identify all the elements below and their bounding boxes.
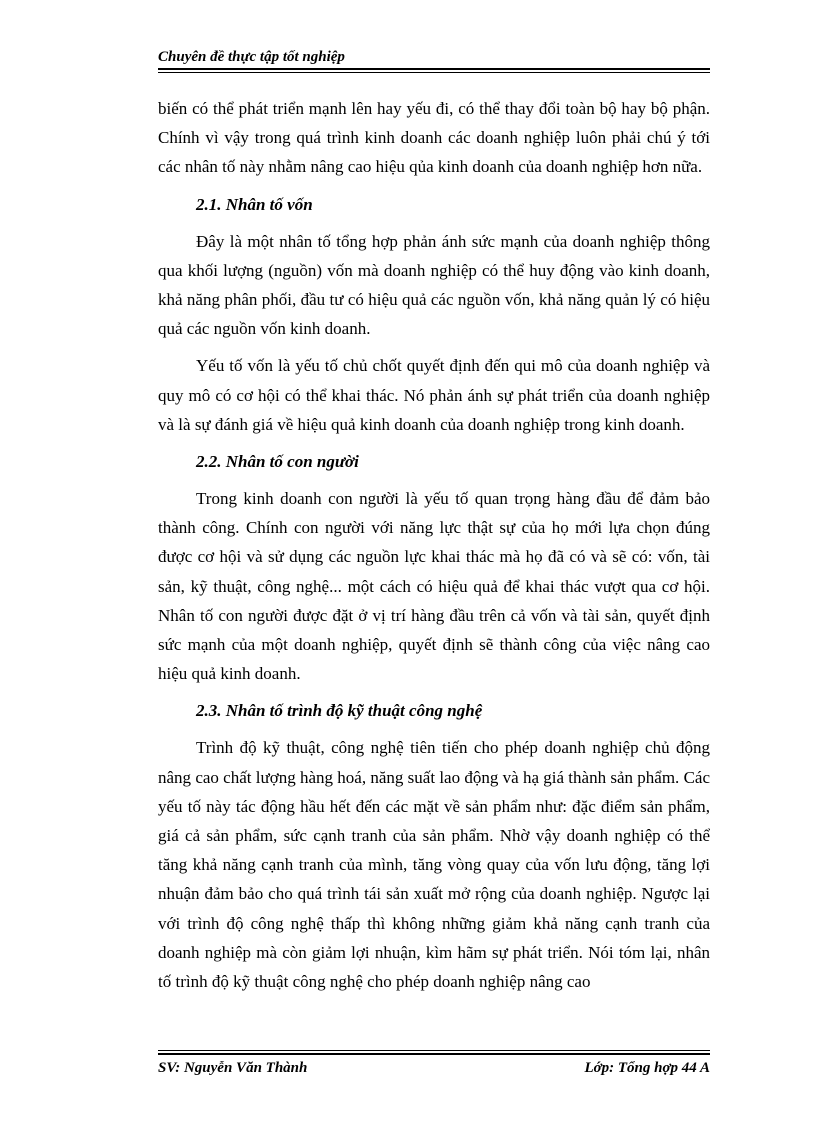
footer-class: Lớp: Tổng hợp 44 A bbox=[584, 1060, 710, 1076]
technology-paragraph: Trình độ kỹ thuật, công nghệ tiên tiến cho phép doanh nghiệp chủ động nâng cao chất lượng hàng hoá, năng suất lao động và hạ giá thành sản phẩm. Các yếu tố này tác động hầu hết đến các mặt về sản phẩm như: đặc điểm sản phẩm, giá cả sản phẩm, sức cạnh tranh của sản phẩm. Nhờ vậy doanh nghiệp có thể tăng khả năng cạnh tranh của mình, tăng vòng quay của vốn lưu động, tăng lợi nhuận đảm bảo cho quá trình tái sản xuất mở rộng của doanh nghiệp. Ngược lại với trình độ công nghệ thấp thì không những giảm khả năng cạnh tranh của doanh nghiệp mà còn giảm lợi nhuận, kìm hãm sự phát triển. Nói tóm lại, nhân tố trình độ kỹ thuật công nghệ cho phép doanh nghiệp nâng cao bbox=[158, 738, 710, 992]
section-heading-technology: 2.3. Nhân tố trình độ kỹ thuật công nghệ bbox=[196, 701, 483, 721]
section-heading-people: 2.2. Nhân tố con người bbox=[196, 452, 359, 472]
footer-student: SV: Nguyễn Văn Thành bbox=[158, 1060, 308, 1076]
page-header bbox=[158, 48, 710, 73]
continuation-paragraph: biến có thể phát triển mạnh lên hay yếu đi, có thể thay đổi toàn bộ hay bộ phận. Chính vì vậy trong quá trình kinh doanh các doanh nghiệp luôn phải chú ý tới các nhân tố này nhằm nâng cao hiệu qủa kinh doanh của doanh nghiệp hơn nữa. bbox=[158, 99, 710, 177]
footer-rule bbox=[158, 1050, 710, 1055]
page-content bbox=[158, 94, 710, 1004]
capital-paragraph-2: Yếu tố vốn là yếu tố chủ chốt quyết định đến qui mô của doanh nghiệp và quy mô có cơ hội có thể khai thác. Nó phản ánh sự phát triển của doanh nghiệp và là sự đánh giá về hiệu quả kinh doanh của doanh nghiệp trong kinh doanh. bbox=[158, 356, 710, 434]
header-rule bbox=[158, 68, 710, 73]
section-heading-capital: 2.1. Nhân tố vốn bbox=[196, 194, 313, 214]
page-footer bbox=[158, 1050, 710, 1077]
people-paragraph: Trong kinh doanh con người là yếu tố quan trọng hàng đầu để đảm bảo thành công. Chính con người với năng lực thật sự của họ mới lựa chọn đúng được cơ hội và sử dụng các nguồn lực khai thác mà họ đã có và sẽ có: vốn, tài sản, kỹ thuật, công nghệ... một cách có hiệu quả để khai thác vượt qua cơ hội. Nhân tố con người được đặt ở vị trí hàng đầu trên cả vốn và tài sản, quyết định sức mạnh của một doanh nghiệp, quyết định sẽ thành công của việc nâng cao hiệu quả kinh doanh. bbox=[158, 489, 710, 684]
capital-paragraph-1: Đây là một nhân tố tổng hợp phản ánh sức mạnh của doanh nghiệp thông qua khối lượng (nguồn) vốn mà doanh nghiệp có thể huy động vào kinh doanh, khả năng phân phối, đầu tư có hiệu quả các nguồn vốn, khả năng quản lý có hiệu quả các nguồn vốn kinh doanh. bbox=[158, 231, 710, 339]
header-title: Chuyên đề thực tập tốt nghiệp bbox=[158, 49, 345, 65]
